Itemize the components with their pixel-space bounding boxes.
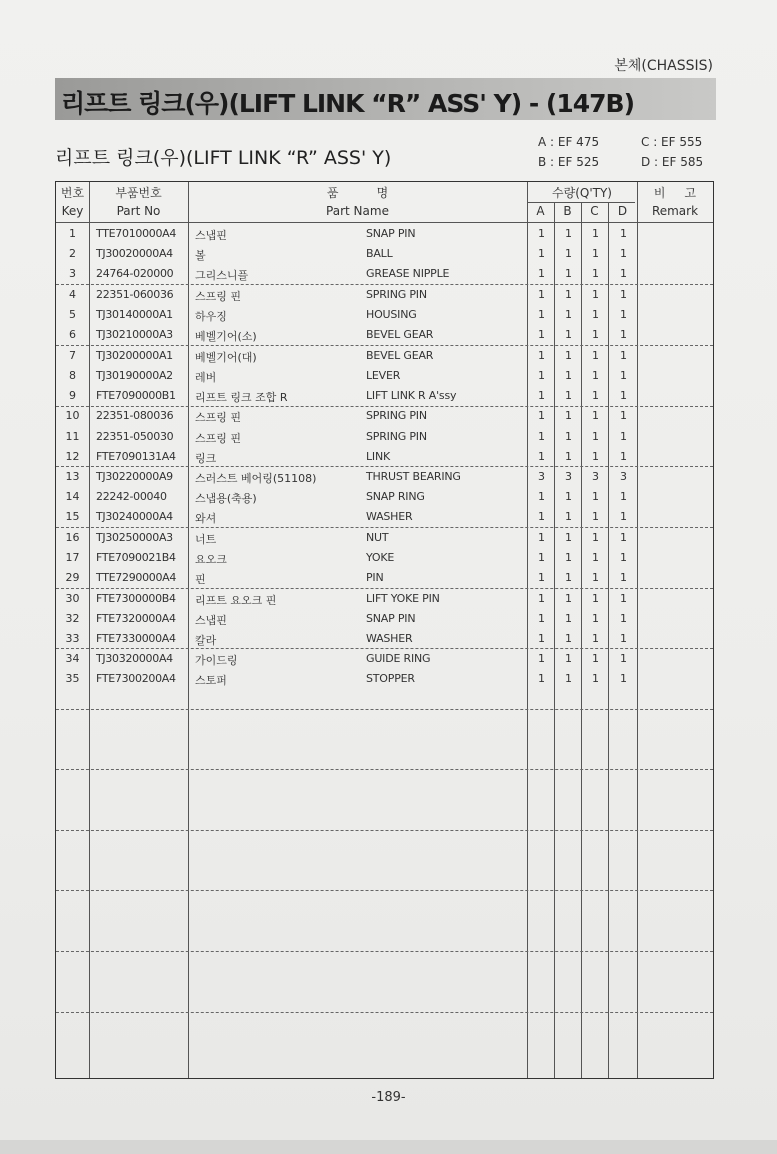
- banner-title: 리프트 링크(우)(LIFT LINK “R” ASS' Y) - (147B): [61, 89, 634, 118]
- table-row: 7 TJ30200000A1 베벨기어(대) BEVEL GEAR 1 1 1 1: [69, 349, 627, 364]
- table-row: 11 22351-050030 스프링 핀 SPRING PIN 1 1 1 1: [65, 430, 627, 445]
- header-partno-eng: Part No: [116, 204, 161, 218]
- table-row: 15 TJ30240000A4 와셔 WASHER 1 1 1 1: [65, 510, 627, 525]
- table-row: 6 TJ30210000A3 베벨기어(소) BEVEL GEAR 1 1 1 1: [69, 328, 627, 343]
- model-list-right: [641, 132, 703, 172]
- header-col-d: D: [617, 204, 628, 218]
- table-row: 3 24764-020000 그리스니플 GREASE NIPPLE 1 1 1 1: [69, 267, 627, 282]
- page-number: -189-: [371, 1090, 406, 1105]
- model-d: D : EF 585: [641, 155, 704, 169]
- header-remark-kor: 비 고: [653, 186, 697, 200]
- header-name-eng: Part Name: [326, 204, 389, 218]
- header-qty: 수량(Q'TY): [552, 186, 612, 200]
- table-row: 2 TJ30020000A4 볼 BALL 1 1 1 1: [69, 247, 627, 262]
- model-a: A : EF 475: [538, 135, 600, 149]
- table-row: 13 TJ30220000A9 스러스트 베어링(51108) THRUST BEARING 3 3 3 3: [65, 470, 627, 485]
- scan-edge: [0, 1140, 777, 1154]
- model-c: C : EF 555: [641, 135, 703, 149]
- table-row: 1 TTE7010000A4 스냅핀 SNAP PIN 1 1 1 1: [69, 227, 627, 242]
- header-key-kor: 번호: [60, 186, 85, 200]
- table-row: 30 FTE7300000B4 리프트 요오크 핀 LIFT YOKE PIN 1 1 1 1: [65, 592, 627, 607]
- header-col-b: B: [563, 204, 572, 218]
- table-row: 4 22351-060036 스프링 핀 SPRING PIN 1 1 1 1: [69, 288, 627, 303]
- model-b: B : EF 525: [538, 155, 600, 169]
- section-title: 본체(CHASSIS): [614, 58, 713, 74]
- header-remark-eng: Remark: [651, 204, 699, 218]
- header-name-kor: 품 명: [326, 186, 389, 200]
- table-row: 33 FTE7330000A4 칼라 WASHER 1 1 1 1: [65, 632, 627, 647]
- table-row: 14 22242-00040 스냅용(축용) SNAP RING 1 1 1 1: [65, 490, 627, 505]
- subtitle: 리프트 링크(우)(LIFT LINK “R” ASS' Y): [55, 147, 392, 169]
- header-col-a: A: [536, 204, 545, 218]
- header-key-eng: Key: [61, 204, 84, 218]
- table-row: 10 22351-080036 스프링 핀 SPRING PIN 1 1 1 1: [65, 409, 627, 424]
- parts-table: [55, 181, 714, 1079]
- header-partno-kor: 부품번호: [115, 186, 162, 200]
- title-banner: [55, 78, 716, 120]
- table-row: 29 TTE7290000A4 핀 PIN 1 1 1 1: [65, 571, 627, 586]
- table-row: 8 TJ30190000A2 레버 LEVER 1 1 1 1: [69, 369, 627, 384]
- table-row: 12 FTE7090131A4 링크 LINK 1 1 1 1: [65, 450, 627, 465]
- table-row: 16 TJ30250000A3 너트 NUT 1 1 1 1: [65, 531, 627, 546]
- table-row: 17 FTE7090021B4 요오크 YOKE 1 1 1 1: [65, 551, 627, 566]
- table-row: 34 TJ30320000A4 가이드링 GUIDE RING 1 1 1 1: [65, 652, 627, 667]
- table-row: 9 FTE7090000B1 리프트 링크 조합 R LIFT LINK R A'ssy 1 1 1 1: [69, 389, 627, 404]
- model-list-left: [538, 132, 599, 172]
- table-row: 5 TJ30140000A1 하우징 HOUSING 1 1 1 1: [69, 308, 627, 323]
- table-row: 32 FTE7320000A4 스냅핀 SNAP PIN 1 1 1 1: [65, 612, 627, 627]
- table-row: 35 FTE7300200A4 스토퍼 STOPPER 1 1 1 1: [65, 672, 627, 687]
- header-col-c: C: [590, 204, 599, 218]
